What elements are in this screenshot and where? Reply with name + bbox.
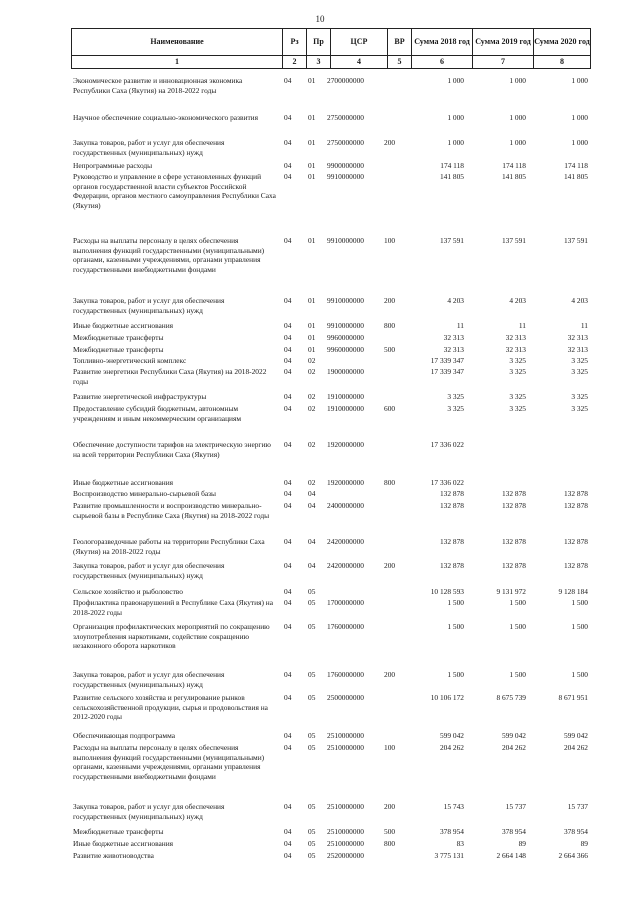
row-sum-2019: 2 664 148 (496, 851, 526, 860)
row-rz: 04 (284, 392, 292, 401)
row-sum-2020: 204 262 (563, 743, 588, 752)
row-name: Развитие энергетики Республики Саха (Якутия) на 2018-2022 годы (73, 367, 267, 386)
row-pr: 01 (308, 76, 316, 85)
row-sum-2019: 32 313 (505, 333, 526, 342)
row-pr: 01 (308, 321, 316, 330)
index-cell: 6 (412, 56, 473, 69)
row-vr: 200 (384, 802, 396, 811)
row-sum-2018: 132 878 (439, 537, 464, 546)
index-cell: 5 (388, 56, 412, 69)
row-csr: 9910000000 (327, 321, 364, 330)
row-sum-2018: 83 (456, 839, 464, 848)
row-name: Научное обеспечение социально-экономического развития (73, 113, 259, 122)
row-sum-2018: 3 325 (447, 404, 464, 413)
row-sum-2019: 137 591 (501, 236, 526, 245)
row-sum-2020: 132 878 (563, 489, 588, 498)
row-name: Межбюджетные трансферты (73, 827, 164, 836)
row-csr: 2500000000 (327, 693, 364, 702)
row-name: Закупка товаров, работ и услуг для обеспечения государственных (муниципальных) нужд (73, 670, 225, 689)
row-sum-2019: 11 (518, 321, 526, 330)
row-vr: 200 (384, 670, 396, 679)
row-csr: 2750000000 (327, 138, 364, 147)
row-sum-2020: 1 500 (571, 670, 588, 679)
row-vr: 800 (384, 839, 396, 848)
header-pr: Пр (307, 29, 331, 56)
row-sum-2019: 1 500 (509, 622, 526, 631)
row-sum-2018: 174 118 (440, 161, 464, 170)
row-name: Развитие промышленности и воспроизводство минерально-сырьевой базы в Республике Саха (Якутия) на 2018-2022 годы (73, 501, 270, 520)
row-name: Руководство и управление в сфере установленных функций органов государственной власти субъектов Российской Федерации, органов местного самоуправления Республики Саха (Якутия) (73, 172, 276, 210)
row-sum-2019: 15 737 (505, 802, 526, 811)
row-rz: 04 (284, 236, 292, 245)
row-pr: 02 (308, 367, 316, 376)
row-sum-2019: 132 878 (501, 561, 526, 570)
row-pr: 02 (308, 392, 316, 401)
header-csr: ЦСР (331, 29, 388, 56)
row-sum-2018: 132 878 (439, 501, 464, 510)
row-pr: 05 (308, 851, 316, 860)
row-sum-2019: 32 313 (505, 345, 526, 354)
row-name: Непрограммные расходы (73, 161, 153, 170)
row-rz: 04 (284, 561, 292, 570)
row-rz: 04 (284, 731, 292, 740)
row-csr: 1700000000 (327, 598, 364, 607)
row-name: Организация профилактических мероприятий по сокращению злоупотребления наркотиками, содействие сокращению незаконного оборота наркотиков (73, 622, 270, 650)
row-sum-2018: 137 591 (439, 236, 464, 245)
row-pr: 05 (308, 802, 316, 811)
row-sum-2019: 132 878 (501, 489, 526, 498)
row-rz: 04 (284, 587, 292, 596)
row-name: Иные бюджетные ассигнования (73, 839, 174, 848)
row-sum-2020: 1 000 (571, 138, 588, 147)
row-pr: 01 (308, 172, 316, 181)
row-rz: 04 (284, 161, 292, 170)
row-pr: 04 (308, 489, 316, 498)
row-sum-2020: 378 954 (563, 827, 588, 836)
row-pr: 05 (308, 670, 316, 679)
row-sum-2018: 378 954 (439, 827, 464, 836)
index-cell: 1 (72, 56, 283, 69)
row-rz: 04 (284, 76, 292, 85)
row-rz: 04 (284, 839, 292, 848)
row-sum-2019: 132 878 (501, 501, 526, 510)
row-sum-2018: 132 878 (439, 561, 464, 570)
row-name: Расходы на выплаты персоналу в целях обеспечения выполнения функций государственными (муниципальными) органами, казенными учреждениями, органами управления государственными внебюджетными фондами (73, 236, 265, 274)
row-pr: 01 (308, 333, 316, 342)
row-sum-2020: 3 325 (571, 392, 588, 401)
row-sum-2020: 2 664 366 (558, 851, 588, 860)
row-sum-2018: 599 042 (439, 731, 464, 740)
row-pr: 01 (308, 113, 316, 122)
row-pr: 05 (308, 622, 316, 631)
row-sum-2019: 204 262 (501, 743, 526, 752)
row-sum-2019: 1 000 (509, 138, 526, 147)
row-csr: 2420000000 (327, 537, 364, 546)
row-pr: 01 (308, 138, 316, 147)
row-sum-2019: 378 954 (501, 827, 526, 836)
row-csr: 1920000000 (327, 440, 364, 449)
header-sum-2018: Сумма 2018 год (412, 29, 473, 56)
row-rz: 04 (284, 404, 292, 413)
row-sum-2018: 204 262 (439, 743, 464, 752)
row-vr: 200 (384, 561, 396, 570)
row-sum-2020: 132 878 (563, 501, 588, 510)
row-rz: 04 (284, 333, 292, 342)
row-vr: 800 (384, 321, 396, 330)
index-cell: 2 (283, 56, 307, 69)
row-sum-2019: 3 325 (509, 404, 526, 413)
row-sum-2018: 1 500 (447, 598, 464, 607)
row-pr: 05 (308, 731, 316, 740)
index-cell: 7 (473, 56, 534, 69)
row-name: Воспроизводство минерально-сырьевой базы (73, 489, 217, 498)
row-pr: 05 (308, 839, 316, 848)
row-sum-2018: 17 336 022 (430, 478, 464, 487)
row-csr: 1760000000 (327, 622, 364, 631)
row-pr: 05 (308, 693, 316, 702)
row-rz: 04 (284, 356, 292, 365)
row-name: Межбюджетные трансферты (73, 333, 164, 342)
row-name: Закупка товаров, работ и услуг для обеспечения государственных (муниципальных) нужд (73, 296, 225, 315)
row-sum-2018: 3 775 131 (434, 851, 464, 860)
row-csr: 9910000000 (327, 172, 364, 181)
row-pr: 04 (308, 561, 316, 570)
page-number: 10 (315, 14, 325, 24)
index-cell: 8 (534, 56, 591, 69)
row-csr: 2510000000 (327, 827, 364, 836)
row-sum-2018: 17 339 347 (430, 367, 464, 376)
row-name: Геологоразведочные работы на территории Республики Саха (Якутия) на 2018-2022 годы (73, 537, 265, 556)
row-sum-2020: 32 313 (567, 345, 588, 354)
row-sum-2018: 10 128 593 (430, 587, 464, 596)
row-sum-2020: 1 500 (571, 598, 588, 607)
row-sum-2019: 8 675 739 (496, 693, 526, 702)
row-rz: 04 (284, 670, 292, 679)
row-rz: 04 (284, 851, 292, 860)
row-pr: 05 (308, 587, 316, 596)
row-name: Профилактика правонарушений в Республике Саха (Якутия) на 2018-2022 годы (73, 598, 274, 617)
row-rz: 04 (284, 113, 292, 122)
row-pr: 02 (308, 440, 316, 449)
row-name: Закупка товаров, работ и услуг для обеспечения государственных (муниципальных) нужд (73, 561, 225, 580)
index-cell: 3 (307, 56, 331, 69)
row-sum-2019: 1 500 (509, 598, 526, 607)
row-sum-2020: 174 118 (564, 161, 588, 170)
row-vr: 100 (384, 743, 396, 752)
row-pr: 04 (308, 537, 316, 546)
row-rz: 04 (284, 802, 292, 811)
row-sum-2018: 3 325 (447, 392, 464, 401)
row-pr: 05 (308, 598, 316, 607)
row-csr: 1760000000 (327, 670, 364, 679)
row-csr: 9960000000 (327, 345, 364, 354)
row-sum-2019: 141 805 (501, 172, 526, 181)
row-sum-2019: 4 203 (509, 296, 526, 305)
row-sum-2020: 137 591 (563, 236, 588, 245)
row-sum-2019: 1 500 (509, 670, 526, 679)
row-rz: 04 (284, 345, 292, 354)
row-rz: 04 (284, 489, 292, 498)
row-sum-2018: 141 805 (439, 172, 464, 181)
row-rz: 04 (284, 172, 292, 181)
row-sum-2020: 11 (580, 321, 588, 330)
row-name: Обеспечение доступности тарифов на электрическую энергию на всей территории Республики Саха (Якутия) (73, 440, 271, 459)
row-name: Развитие энергетической инфраструктуры (73, 392, 207, 401)
row-name: Сельское хозяйство и рыболовство (73, 587, 183, 596)
header-sum-2020: Сумма 2020 год (534, 29, 591, 56)
row-sum-2020: 132 878 (563, 537, 588, 546)
row-sum-2018: 32 313 (443, 345, 464, 354)
row-csr: 9910000000 (327, 236, 364, 245)
row-csr: 1910000000 (327, 392, 364, 401)
row-rz: 04 (284, 367, 292, 376)
row-csr: 9910000000 (327, 296, 364, 305)
row-sum-2018: 1 500 (447, 622, 464, 631)
header-sum-2019: Сумма 2019 год (473, 29, 534, 56)
row-csr: 2420000000 (327, 561, 364, 570)
row-sum-2018: 4 203 (447, 296, 464, 305)
row-sum-2019: 174 118 (502, 161, 526, 170)
row-name: Развитие животноводства (73, 851, 154, 860)
row-pr: 01 (308, 236, 316, 245)
header-rz: Рз (283, 29, 307, 56)
row-sum-2018: 11 (456, 321, 464, 330)
row-sum-2018: 17 336 022 (430, 440, 464, 449)
row-name: Экономическое развитие и инновационная экономика Республики Саха (Якутия) на 2018-2022 годы (73, 76, 243, 95)
row-csr: 1920000000 (327, 478, 364, 487)
row-csr: 1910000000 (327, 404, 364, 413)
row-pr: 02 (308, 478, 316, 487)
row-sum-2019: 3 325 (509, 392, 526, 401)
header-name: Наименование (72, 29, 283, 56)
row-rz: 04 (284, 138, 292, 147)
row-name: Расходы на выплаты персоналу в целях обеспечения выполнения функций государственными (муниципальными) органами, казенными учреждениями, органами управления государственными внебюджетными фондами (73, 743, 265, 781)
row-pr: 05 (308, 743, 316, 752)
row-pr: 01 (308, 296, 316, 305)
row-csr: 9960000000 (327, 333, 364, 342)
row-pr: 05 (308, 827, 316, 836)
row-sum-2020: 4 203 (571, 296, 588, 305)
row-rz: 04 (284, 598, 292, 607)
row-sum-2019: 599 042 (501, 731, 526, 740)
row-sum-2018: 15 743 (443, 802, 464, 811)
row-sum-2019: 1 000 (509, 113, 526, 122)
row-sum-2019: 3 325 (509, 367, 526, 376)
row-sum-2020: 32 313 (567, 333, 588, 342)
header-vr: ВР (388, 29, 412, 56)
row-pr: 01 (308, 161, 316, 170)
row-sum-2020: 3 325 (571, 367, 588, 376)
index-cell: 4 (331, 56, 388, 69)
row-rz: 04 (284, 693, 292, 702)
row-csr: 2510000000 (327, 839, 364, 848)
row-csr: 2400000000 (327, 501, 364, 510)
row-sum-2019: 132 878 (501, 537, 526, 546)
row-rz: 04 (284, 537, 292, 546)
row-sum-2018: 1 000 (447, 76, 464, 85)
row-sum-2020: 9 128 184 (558, 587, 588, 596)
row-sum-2019: 89 (518, 839, 526, 848)
row-csr: 2510000000 (327, 743, 364, 752)
row-csr: 2750000000 (327, 113, 364, 122)
row-sum-2018: 132 878 (439, 489, 464, 498)
row-csr: 2510000000 (327, 731, 364, 740)
row-name: Предоставление субсидий бюджетным, автономным учреждениям и иным некоммерческим организациям (73, 404, 242, 423)
row-rz: 04 (284, 478, 292, 487)
row-name: Развитие сельского хозяйства и регулирование рынков сельскохозяйственной продукции, сырья и продовольствия на 2012-2020 годы (73, 693, 268, 721)
row-name: Закупка товаров, работ и услуг для обеспечения государственных (муниципальных) нужд (73, 138, 225, 157)
row-rz: 04 (284, 743, 292, 752)
row-csr: 9900000000 (327, 161, 364, 170)
row-sum-2020: 132 878 (563, 561, 588, 570)
row-sum-2020: 8 671 951 (558, 693, 588, 702)
row-name: Иные бюджетные ассигнования (73, 478, 174, 487)
row-sum-2018: 1 000 (447, 113, 464, 122)
row-vr: 200 (384, 138, 396, 147)
row-sum-2020: 141 805 (563, 172, 588, 181)
row-csr: 2510000000 (327, 802, 364, 811)
row-sum-2020: 3 325 (571, 404, 588, 413)
row-rz: 04 (284, 296, 292, 305)
row-csr: 2520000000 (327, 851, 364, 860)
row-rz: 04 (284, 622, 292, 631)
row-vr: 500 (384, 827, 396, 836)
row-name: Топливно-энергетический комплекс (73, 356, 187, 365)
row-pr: 02 (308, 404, 316, 413)
row-vr: 100 (384, 236, 396, 245)
row-sum-2020: 3 325 (571, 356, 588, 365)
row-pr: 04 (308, 501, 316, 510)
row-sum-2018: 17 339 347 (430, 356, 464, 365)
row-vr: 200 (384, 296, 396, 305)
row-pr: 01 (308, 345, 316, 354)
row-name: Межбюджетные трансферты (73, 345, 164, 354)
row-csr: 2700000000 (327, 76, 364, 85)
row-sum-2019: 1 000 (509, 76, 526, 85)
row-sum-2018: 10 106 172 (430, 693, 464, 702)
row-sum-2018: 32 313 (443, 333, 464, 342)
row-name: Иные бюджетные ассигнования (73, 321, 174, 330)
row-rz: 04 (284, 827, 292, 836)
row-sum-2020: 15 737 (567, 802, 588, 811)
row-pr: 02 (308, 356, 316, 365)
row-rz: 04 (284, 501, 292, 510)
row-name: Обеспечивающая подпрограмма (73, 731, 176, 740)
row-csr: 1900000000 (327, 367, 364, 376)
row-sum-2020: 89 (580, 839, 588, 848)
row-sum-2020: 1 500 (571, 622, 588, 631)
row-vr: 800 (384, 478, 396, 487)
row-rz: 04 (284, 440, 292, 449)
row-sum-2018: 1 500 (447, 670, 464, 679)
row-sum-2019: 3 325 (509, 356, 526, 365)
row-sum-2018: 1 000 (447, 138, 464, 147)
row-sum-2020: 1 000 (571, 76, 588, 85)
row-sum-2020: 599 042 (563, 731, 588, 740)
row-vr: 500 (384, 345, 396, 354)
row-sum-2020: 1 000 (571, 113, 588, 122)
row-name: Закупка товаров, работ и услуг для обеспечения государственных (муниципальных) нужд (73, 802, 225, 821)
row-rz: 04 (284, 321, 292, 330)
row-sum-2019: 9 131 972 (496, 587, 526, 596)
row-vr: 600 (384, 404, 396, 413)
